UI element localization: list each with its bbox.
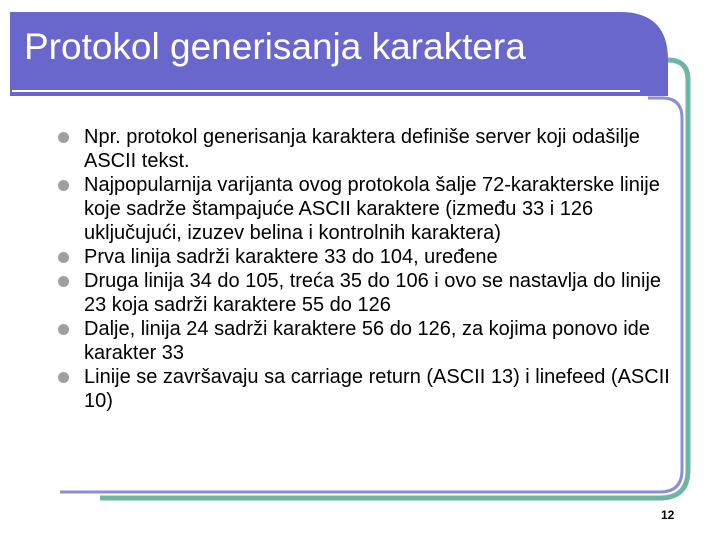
slide-title: Protokol generisanja karaktera [24, 26, 526, 67]
bullet-dot-icon [58, 372, 69, 383]
bullet-text: Dalje, linija 24 sadrži karaktere 56 do 126, za kojima ponovo ide karakter 33 [84, 318, 650, 364]
bullet-item [58, 317, 678, 365]
bullet-text: Npr. protokol generisanja karaktera definiše server koji odašilje ASCII tekst. [84, 126, 640, 172]
bullet-item [58, 245, 678, 269]
bullet-item [58, 125, 678, 173]
bullet-text: Najpopularnija varijanta ovog protokola šalje 72-karakterske linije koje sadrže štampajuće ASCII karaktere (između 33 i 126 uključujući, izuzev belina i kontrolnih karaktera) [84, 174, 660, 244]
bullet-item [58, 173, 678, 245]
bullet-dot-icon [58, 252, 69, 263]
bullet-item [58, 269, 678, 317]
bullet-dot-icon [58, 276, 69, 287]
page-number: 12 [661, 508, 675, 522]
bullet-text: Linije se završavaju sa carriage return (ASCII 13) i linefeed (ASCII 10) [84, 366, 670, 412]
bullet-text: Druga linija 34 do 105, treća 35 do 106 i ovo se nastavlja do linije 23 koja sadrži karaktere 55 do 126 [84, 270, 662, 316]
bullet-item [58, 365, 678, 413]
bullet-list [58, 125, 678, 413]
bullet-dot-icon [58, 132, 69, 143]
bullet-text: Prva linija sadrži karaktere 33 do 104, uređene [84, 246, 498, 268]
bullet-dot-icon [58, 180, 69, 191]
bullet-dot-icon [58, 324, 69, 335]
